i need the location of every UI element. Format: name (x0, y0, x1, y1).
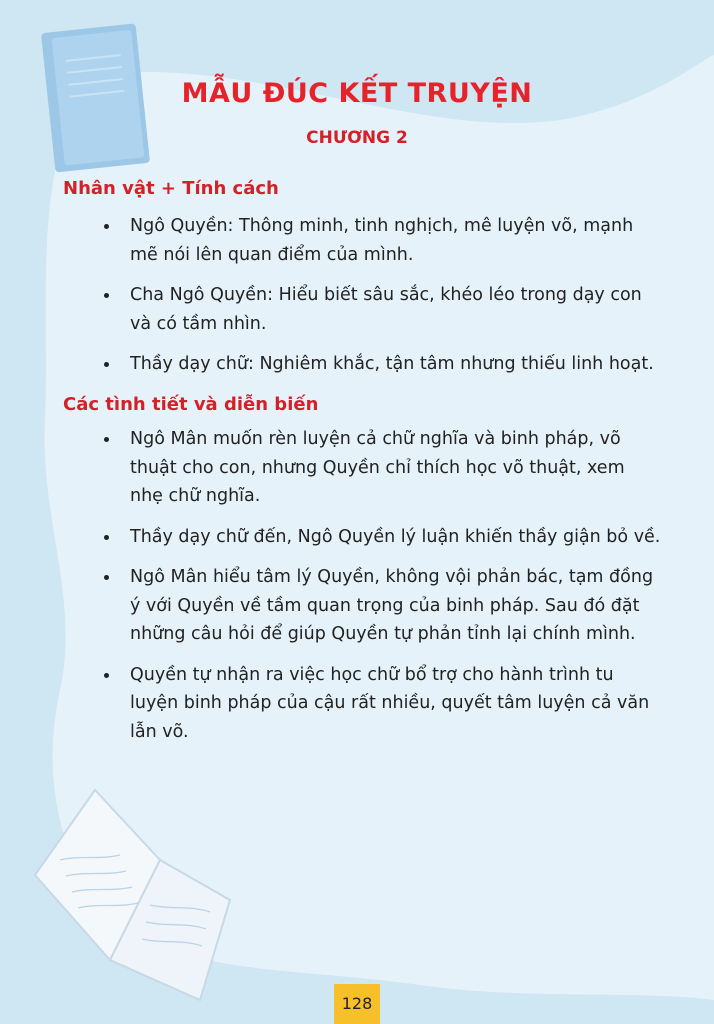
list-item: Quyền tự nhận ra việc học chữ bổ trợ cho hành trình tu luyện binh pháp của cậu rất nhiều, quyết tâm luyện cả văn lẫn võ. (102, 661, 662, 747)
characters-list (102, 212, 662, 391)
list-item: Ngô Quyền: Thông minh, tinh nghịch, mê luyện võ, mạnh mẽ nói lên quan điểm của mình. (102, 212, 662, 269)
section-heading-characters: Nhân vật + Tính cách (63, 178, 279, 199)
plot-list (102, 425, 662, 758)
list-item: Ngô Mân muốn rèn luyện cả chữ nghĩa và binh pháp, võ thuật cho con, nhưng Quyền chỉ thích học võ thuật, xem nhẹ chữ nghĩa. (102, 425, 662, 511)
page-number: 128 (334, 984, 380, 1024)
list-item: Thầy dạy chữ đến, Ngô Quyền lý luận khiến thầy giận bỏ về. (102, 523, 662, 552)
chapter-subtitle: CHƯƠNG 2 (306, 128, 408, 148)
page-title: MẪU ĐÚC KẾT TRUYỆN (181, 78, 533, 109)
list-item: Ngô Mân hiểu tâm lý Quyền, không vội phản bác, tạm đồng ý với Quyền về tầm quan trọng của binh pháp. Sau đó đặt những câu hỏi để giúp Quyền tự phản tỉnh lại chính mình. (102, 563, 662, 649)
list-item: Cha Ngô Quyền: Hiểu biết sâu sắc, khéo léo trong dạy con và có tầm nhìn. (102, 281, 662, 338)
section-heading-plot: Các tình tiết và diễn biến (63, 394, 319, 415)
list-item: Thầy dạy chữ: Nghiêm khắc, tận tâm nhưng thiếu linh hoạt. (102, 350, 662, 379)
